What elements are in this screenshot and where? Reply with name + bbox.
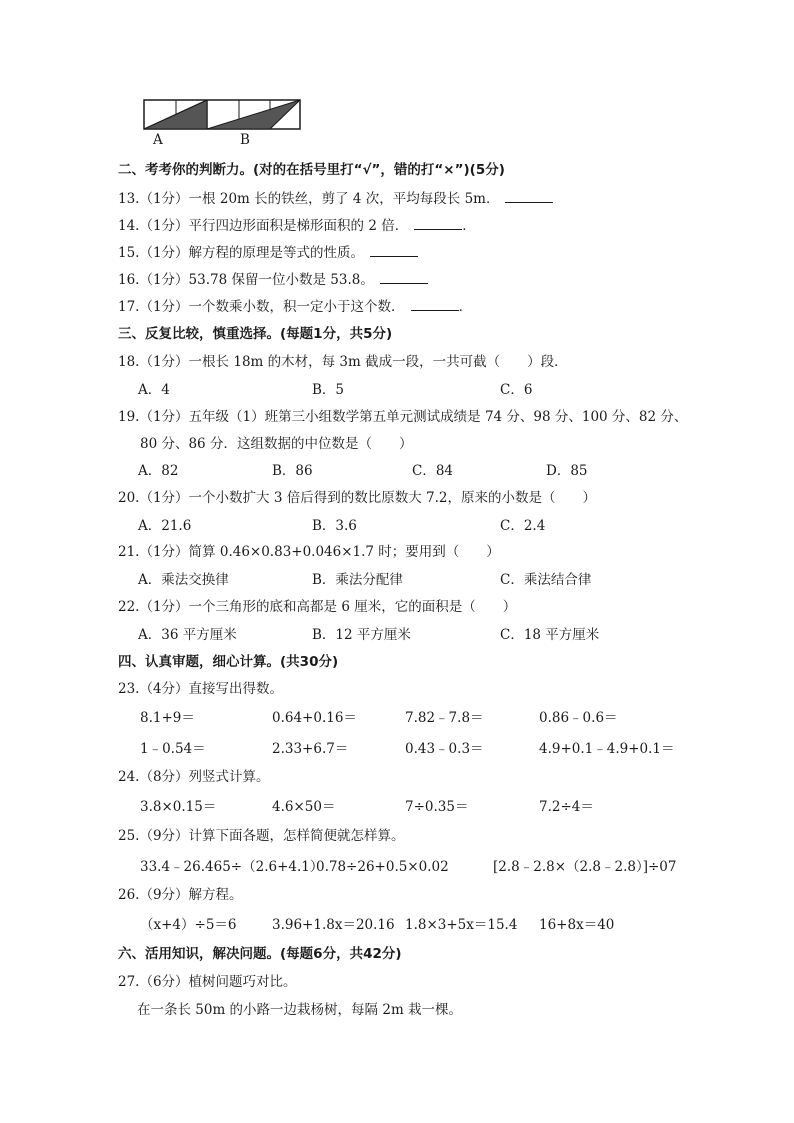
calc-25-3: [2.8﹣2.8×（2.8﹣2.8）]÷07 [493, 859, 677, 875]
calc-25-2: 0.78÷26+0.5×0.02 [316, 859, 449, 875]
option-20-b[interactable]: B．3.6 [312, 518, 357, 534]
question-21: 21.（1分）简算 0.46×0.83+0.046×1.7 时；要用到（ ） [118, 544, 500, 560]
option-18-a[interactable]: A．4 [138, 382, 170, 398]
option-22-b[interactable]: B．12 平方厘米 [312, 627, 411, 643]
answer-blank-15[interactable] [370, 242, 418, 257]
option-18-b[interactable]: B．5 [312, 382, 345, 398]
option-19-a[interactable]: A．82 [138, 463, 179, 479]
question-20: 20.（1分）一个小数扩大 3 倍后得到的数比原数大 7.2，原来的小数是（ ） [118, 490, 596, 506]
question-26: 26.（9分）解方程。 [118, 887, 243, 903]
option-19-d[interactable]: D．85 [546, 463, 588, 479]
question-24: 24.（8分）列竖式计算。 [118, 769, 270, 785]
label-a: A [153, 132, 163, 148]
section-2-title: 二、考考你的判断力。(对的在括号里打“√”，错的打“×”)(5分) [118, 162, 505, 178]
label-b: B [240, 132, 250, 148]
equation-26-4: 16+8x＝40 [539, 917, 615, 933]
option-21-b[interactable]: B．乘法分配律 [312, 572, 403, 588]
parallelogram-figure [143, 98, 303, 150]
question-16: 16.（1分）53.78 保留一位小数是 53.8。 [118, 269, 428, 290]
calc-25-1: 33.4﹣26.465÷（2.6+4.1） [140, 859, 324, 875]
option-21-a[interactable]: A．乘法交换律 [138, 572, 229, 588]
question-14: 14.（1分）平行四边形面积是梯形面积的 2 倍． ． [118, 215, 476, 236]
option-20-a[interactable]: A．21.6 [138, 518, 192, 534]
calc-23-7: 0.43﹣0.3＝ [405, 741, 484, 757]
option-18-c[interactable]: C．6 [500, 382, 533, 398]
calc-24-1: 3.8×0.15＝ [140, 799, 217, 815]
shaded-triangles-diagram [143, 98, 303, 150]
question-15: 15.（1分）解方程的原理是等式的性质。 [118, 242, 418, 263]
question-17: 17.（1分）一个数乘小数，积一定小于这个数． ． [118, 296, 472, 317]
answer-blank-13[interactable] [505, 188, 553, 203]
option-21-c[interactable]: C．乘法结合律 [500, 572, 592, 588]
question-23: 23.（4分）直接写出得数。 [118, 681, 284, 697]
option-22-c[interactable]: C．18 平方厘米 [500, 627, 600, 643]
option-19-b[interactable]: B．86 [272, 463, 313, 479]
section-3-title: 三、反复比较，慎重选择。(每题1分，共5分) [118, 326, 393, 342]
calc-24-2: 4.6×50＝ [272, 799, 336, 815]
question-27: 27.（6分）植树问题巧对比。 [118, 974, 297, 990]
equation-26-2: 3.96+1.8x＝20.16 [272, 917, 395, 933]
question-25: 25.（9分）计算下面各题，怎样简便就怎样算。 [118, 828, 405, 844]
section-4-title: 四、认真审题，细心计算。(共30分) [118, 654, 339, 670]
calc-23-1: 8.1+9＝ [140, 710, 195, 726]
calc-23-5: 1﹣0.54＝ [140, 741, 206, 757]
answer-blank-17[interactable] [411, 296, 459, 311]
question-18: 18.（1分）一根长 18m 的木材，每 3m 截成一段，一共可截（ ）段． [118, 354, 568, 370]
answer-blank-14[interactable] [414, 215, 462, 230]
calc-23-6: 2.33+6.7＝ [272, 741, 349, 757]
question-19: 19.（1分）五年级（1）班第三小组数学第五单元测试成绩是 74 分、98 分、100 分、82 分、 [118, 409, 688, 425]
answer-blank-16[interactable] [380, 269, 428, 284]
question-22: 22.（1分）一个三角形的底和高都是 6 厘米，它的面积是（ ） [118, 599, 517, 615]
calc-23-2: 0.64+0.16＝ [272, 710, 357, 726]
calc-23-4: 0.86﹣0.6＝ [539, 710, 618, 726]
calc-24-4: 7.2÷4＝ [539, 799, 594, 815]
question-27-line2: 在一条长 50m 的小路一边栽杨树，每隔 2m 栽一棵。 [137, 1002, 463, 1018]
equation-26-1: （x+4）÷5＝6 [140, 917, 237, 933]
equation-26-3: 1.8×3+5x＝15.4 [405, 917, 518, 933]
question-13: 13.（1分）一根 20m 长的铁丝，剪了 4 次，平均每段长 5m． [118, 188, 553, 209]
calc-24-3: 7÷0.35＝ [405, 799, 469, 815]
option-19-c[interactable]: C．84 [412, 463, 454, 479]
calc-23-3: 7.82﹣7.8＝ [405, 710, 484, 726]
calc-23-8: 4.9+0.1﹣4.9+0.1＝ [539, 741, 675, 757]
question-19-line2: 80 分、86 分．这组数据的中位数是（ ） [140, 436, 413, 452]
section-6-title: 六、活用知识，解决问题。(每题6分，共42分) [118, 946, 402, 962]
option-22-a[interactable]: A．36 平方厘米 [138, 627, 237, 643]
option-20-c[interactable]: C．2.4 [500, 518, 546, 534]
